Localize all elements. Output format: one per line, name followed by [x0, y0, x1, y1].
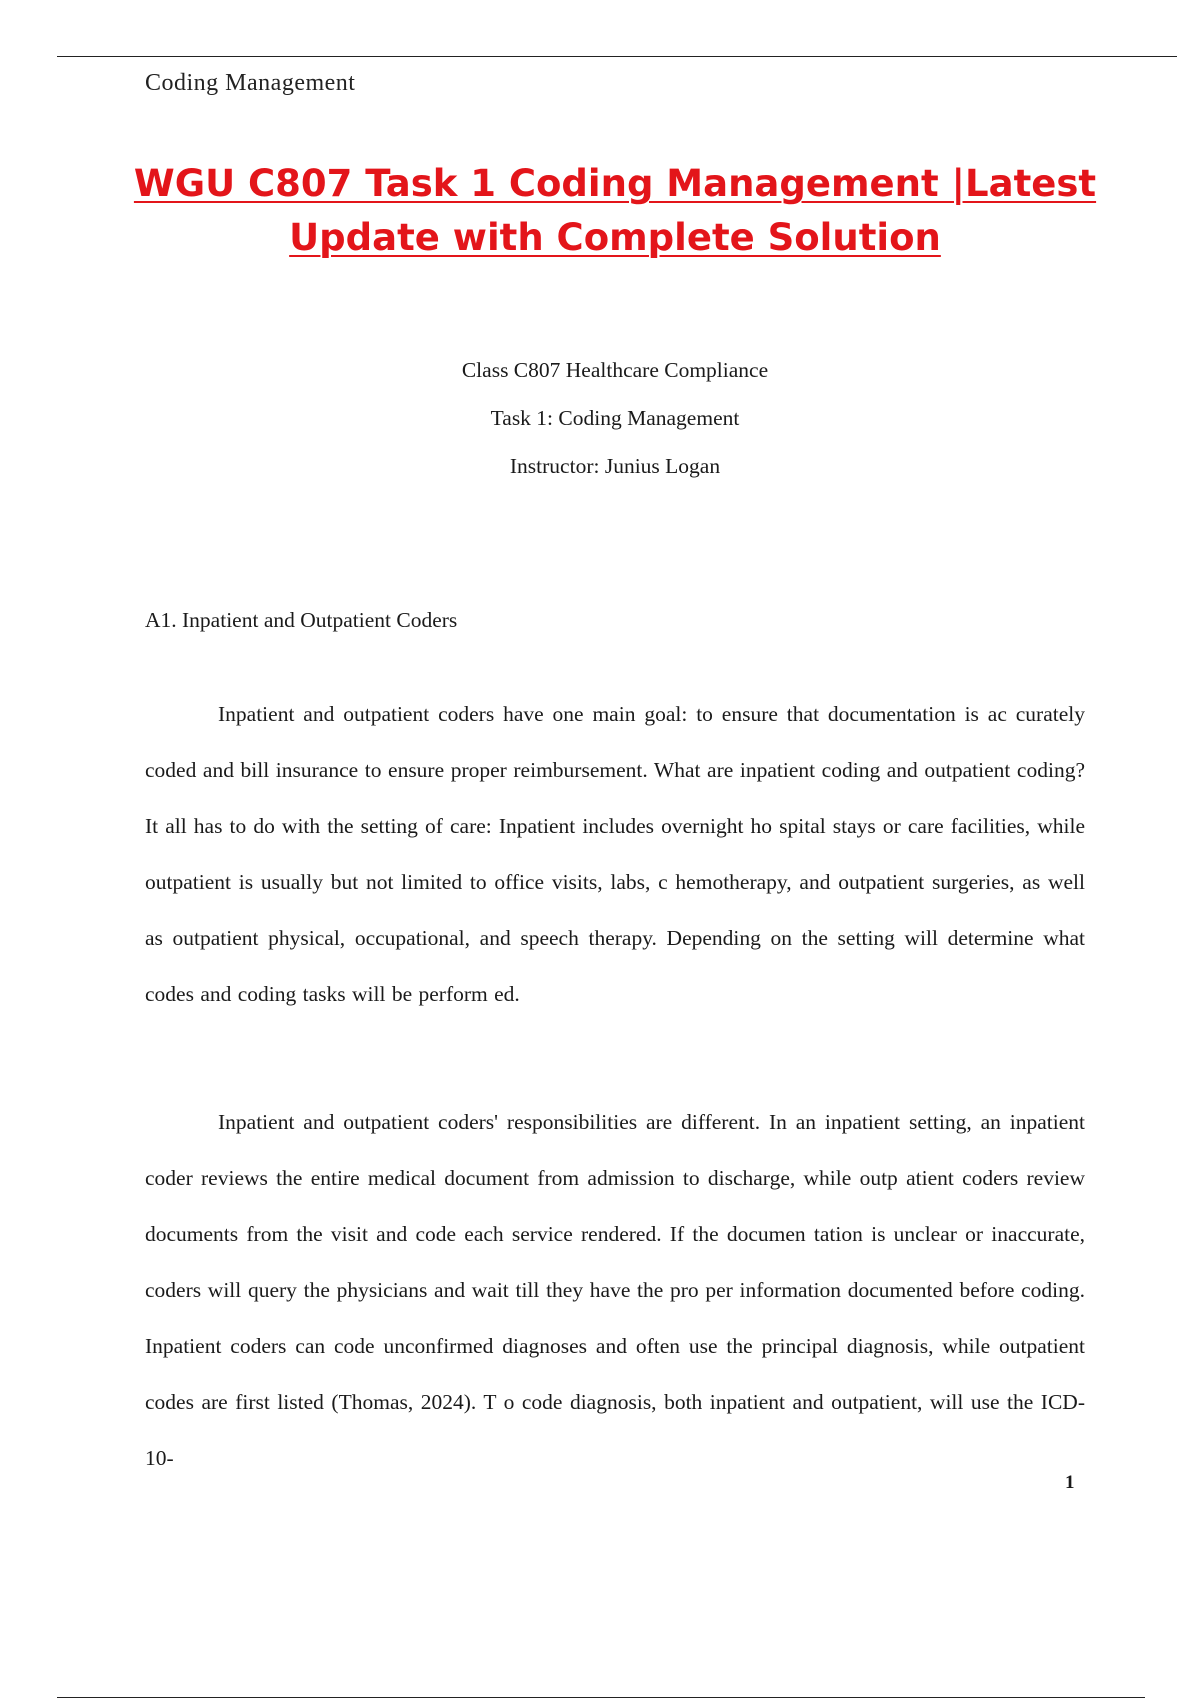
- class-line: Class C807 Healthcare Compliance: [461, 358, 769, 382]
- document-title: WGU C807 Task 1 Coding Management |Latest Update with Complete Solution: [133, 162, 1097, 259]
- task-line: Task 1: Coding Management: [490, 406, 740, 430]
- title-block: [120, 352, 1110, 496]
- section-heading: A1. Inpatient and Outpatient Coders: [145, 608, 458, 632]
- footer-rule: [57, 1697, 1145, 1698]
- running-head: Coding Management: [145, 70, 356, 96]
- instructor-line: Instructor: Junius Logan: [509, 454, 721, 478]
- header-rule: [57, 56, 1177, 57]
- page-number: 1: [1065, 1472, 1075, 1493]
- body-paragraph: Inpatient and outpatient coders' responsibilities are different. In an inpatient setting, an inpatient coder reviews the entire medical document from admission to discharge, while outp atient coders review documents from the visit and code each service rendered. If the documen tation is unclear or inaccurate, coders will query the physicians and wait till they have the pro per information documented before coding. Inpatient coders can code unconfirmed diagnoses and often use the principal diagnosis, while outpatient codes are first listed (Thomas, 2024). T o code diagnosis, both inpatient and outpatient, will use the ICD-10-: [145, 1109, 1085, 1470]
- body-paragraph: Inpatient and outpatient coders have one main goal: to ensure that documentation is ac curately coded and bill insurance to ensure proper reimbursement. What are inpatient coding and outpatient coding? It all has to do with the setting of care: Inpatient includes overnight ho spital stays or care facilities, while outpatient is usually but not limited to office visits, labs, c hemotherapy, and outpatient surgeries, as well as outpatient physical, occupational, and speech therapy. Depending on the setting will determine what codes and coding tasks will be perform ed.: [145, 701, 1085, 1006]
